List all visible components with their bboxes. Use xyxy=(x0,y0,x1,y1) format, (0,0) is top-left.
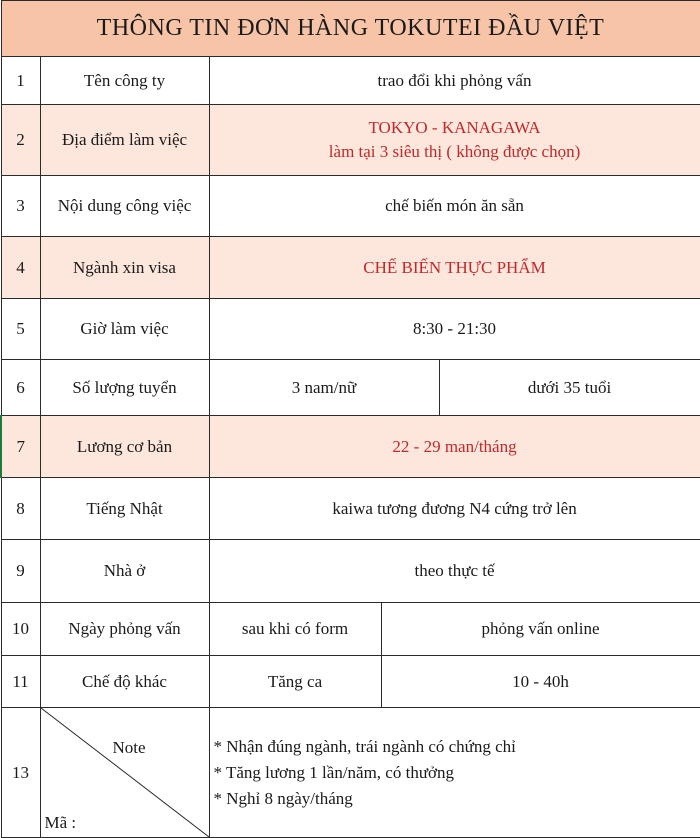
row-number: 7 xyxy=(1,416,40,478)
label-working-hours: Giờ làm việc xyxy=(40,299,209,360)
row-number: 13 xyxy=(1,708,40,838)
row-number: 9 xyxy=(1,540,40,603)
code-label: Mã : xyxy=(44,813,77,832)
label-work-location: Địa điểm làm việc xyxy=(40,105,209,176)
value-visa-field: CHẾ BIẾN THỰC PHẨM xyxy=(209,237,700,299)
value-japanese-level: kaiwa tương đương N4 cứng trở lên xyxy=(209,478,700,540)
value-housing: theo thực tế xyxy=(209,540,700,603)
note-label: Note xyxy=(112,738,146,757)
value-interview-mode: phỏng vấn online xyxy=(381,603,700,656)
label-recruit-count: Số lượng tuyển xyxy=(40,360,209,416)
table-title: THÔNG TIN ĐƠN HÀNG TOKUTEI ĐẦU VIỆT xyxy=(1,1,700,57)
note-header-cell xyxy=(40,708,209,838)
value-work-location xyxy=(209,105,700,176)
row-number: 5 xyxy=(1,299,40,360)
value-job-content: chế biến món ăn sẵn xyxy=(209,176,700,237)
value-working-hours: 8:30 - 21:30 xyxy=(209,299,700,360)
label-housing: Nhà ở xyxy=(40,540,209,603)
value-base-salary: 22 - 29 man/tháng xyxy=(209,416,700,478)
row-number: 1 xyxy=(1,57,40,105)
note-item: * Tăng lương 1 lần/năm, có thưởng xyxy=(213,763,455,782)
work-location-detail: làm tại 3 siêu thị ( không được chọn) xyxy=(328,142,581,161)
value-overtime-hours: 10 - 40h xyxy=(381,656,700,708)
label-visa-field: Ngành xin visa xyxy=(40,237,209,299)
label-other-benefits: Chế độ khác xyxy=(40,656,209,708)
notes-list xyxy=(209,708,700,838)
row-number: 4 xyxy=(1,237,40,299)
note-item: * Nghỉ 8 ngày/tháng xyxy=(213,789,353,808)
row-number: 11 xyxy=(1,656,40,708)
row-number: 3 xyxy=(1,176,40,237)
row-number: 8 xyxy=(1,478,40,540)
row-number: 10 xyxy=(1,603,40,656)
label-interview-date: Ngày phỏng vấn xyxy=(40,603,209,656)
value-recruit-count: 3 nam/nữ xyxy=(209,360,439,416)
value-interview-date: sau khi có form xyxy=(209,603,381,656)
label-base-salary: Lương cơ bản xyxy=(40,416,209,478)
note-item: * Nhận đúng ngành, trái ngành có chứng chỉ xyxy=(213,737,516,756)
label-company-name: Tên công ty xyxy=(40,57,209,105)
work-location-city: TOKYO - KANAGAWA xyxy=(368,118,541,137)
label-japanese-level: Tiếng Nhật xyxy=(40,478,209,540)
value-age-limit: dưới 35 tuổi xyxy=(439,360,700,416)
label-job-content: Nội dung công việc xyxy=(40,176,209,237)
row-number: 2 xyxy=(1,105,40,176)
value-overtime: Tăng ca xyxy=(209,656,381,708)
value-company-name: trao đổi khi phỏng vấn xyxy=(209,57,700,105)
row-number: 6 xyxy=(1,360,40,416)
